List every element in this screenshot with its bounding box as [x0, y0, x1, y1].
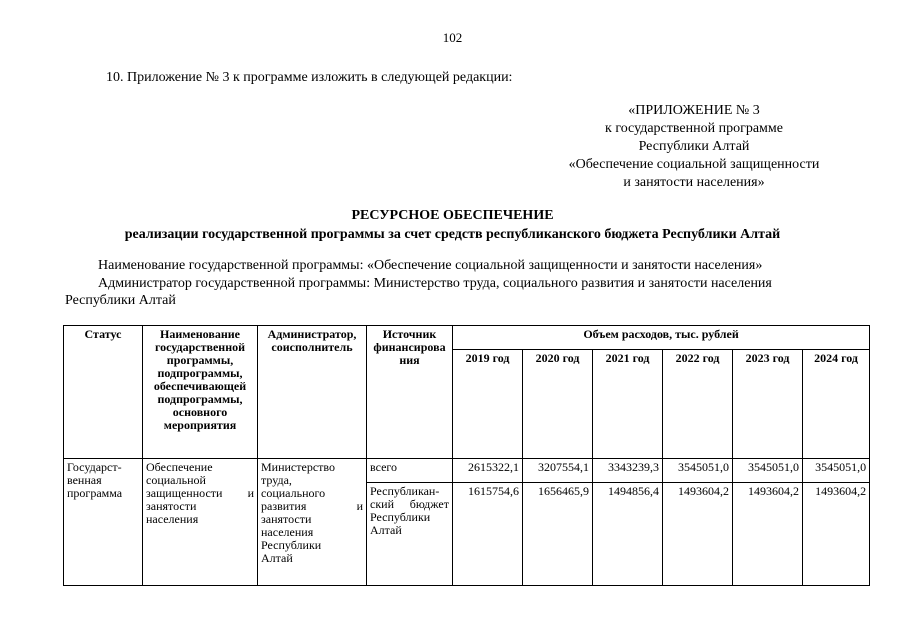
- admin-line: населения: [261, 525, 314, 539]
- appendix-line-1: «ПРИЛОЖЕНИЕ № 3: [628, 103, 760, 118]
- value-total: 3207554,1: [523, 459, 593, 483]
- heading-title: РЕСУРСНОЕ ОБЕСПЕЧЕНИЕ: [351, 208, 554, 223]
- header-year: 2021 год: [593, 350, 663, 459]
- program-administrator: Администратор государственной программы: Министерство труда, социального развития и занятости населения Республики Алтай: [65, 275, 772, 308]
- program-name: Наименование государственной программы: «Обеспечение социальной защищенности и занятости населения»: [98, 258, 763, 273]
- intro-text: 10. Приложение № 3 к программе изложить в следующей редакции:: [106, 70, 513, 85]
- value-republic-budget: 1656465,9: [523, 483, 593, 586]
- name-line: населения: [146, 512, 199, 526]
- value-republic-budget: 1494856,4: [593, 483, 663, 586]
- program-info: [65, 257, 845, 310]
- header-program-name: Наименование государственной программы, подпрограммы, обеспечивающей подпрограммы, основного мероприятия: [143, 326, 258, 459]
- admin-line: Республики: [261, 538, 322, 552]
- source-line: Республикан-: [370, 484, 440, 498]
- cell-administrator: [258, 459, 367, 586]
- header-year: 2020 год: [523, 350, 593, 459]
- admin-line: Министерство: [261, 460, 335, 474]
- header-status: Статус: [64, 326, 143, 459]
- heading-subtitle: реализации государственной программы за счет средств республиканского бюджета Республики Алтай: [124, 227, 781, 242]
- admin-line: развития и: [261, 499, 363, 513]
- header-expenses: Объем расходов, тыс. рублей: [453, 326, 870, 350]
- header-year: 2022 год: [663, 350, 733, 459]
- admin-line: труда,: [261, 473, 292, 487]
- appendix-header: [520, 102, 868, 192]
- source-line: Алтай: [370, 523, 402, 537]
- value-republic-budget: 1493604,2: [733, 483, 803, 586]
- value-total: 2615322,1: [453, 459, 523, 483]
- value-republic-budget: 1493604,2: [663, 483, 733, 586]
- value-total: 3545051,0: [803, 459, 870, 483]
- header-year: 2023 год: [733, 350, 803, 459]
- resource-table: [63, 325, 870, 586]
- name-line: защищенности и: [146, 486, 254, 500]
- appendix-line-3: Республики Алтай: [638, 139, 750, 154]
- appendix-line-4: «Обеспечение социальной защищенности: [568, 157, 820, 172]
- source-line: ский бюджет: [370, 497, 449, 511]
- header-administrator: Администратор, соисполнитель: [258, 326, 367, 459]
- header-year: 2024 год: [803, 350, 870, 459]
- cell-status: Государст-венная программа: [64, 459, 143, 586]
- header-year: 2019 год: [453, 350, 523, 459]
- value-total: 3545051,0: [733, 459, 803, 483]
- source-line: Республики: [370, 510, 431, 524]
- name-line: Обеспечение: [146, 460, 213, 474]
- page-number: 102: [442, 30, 463, 45]
- value-republic-budget: 1615754,6: [453, 483, 523, 586]
- value-total: 3343239,3: [593, 459, 663, 483]
- appendix-line-5: и занятости населения»: [623, 175, 765, 190]
- name-line: социальной: [146, 473, 206, 487]
- admin-line: Алтай: [261, 551, 293, 565]
- admin-line: социального: [261, 486, 326, 500]
- name-line: занятости: [146, 499, 197, 513]
- appendix-line-2: к государственной программе: [605, 121, 783, 136]
- header-funding-source: Источник финансирова ния: [367, 326, 453, 459]
- admin-line: занятости: [261, 512, 312, 526]
- value-total: 3545051,0: [663, 459, 733, 483]
- value-republic-budget: 1493604,2: [803, 483, 870, 586]
- cell-program-name: [143, 459, 258, 586]
- cell-source-republic-budget: [367, 483, 453, 586]
- cell-source-total: всего: [367, 459, 453, 483]
- document-heading: [0, 206, 905, 244]
